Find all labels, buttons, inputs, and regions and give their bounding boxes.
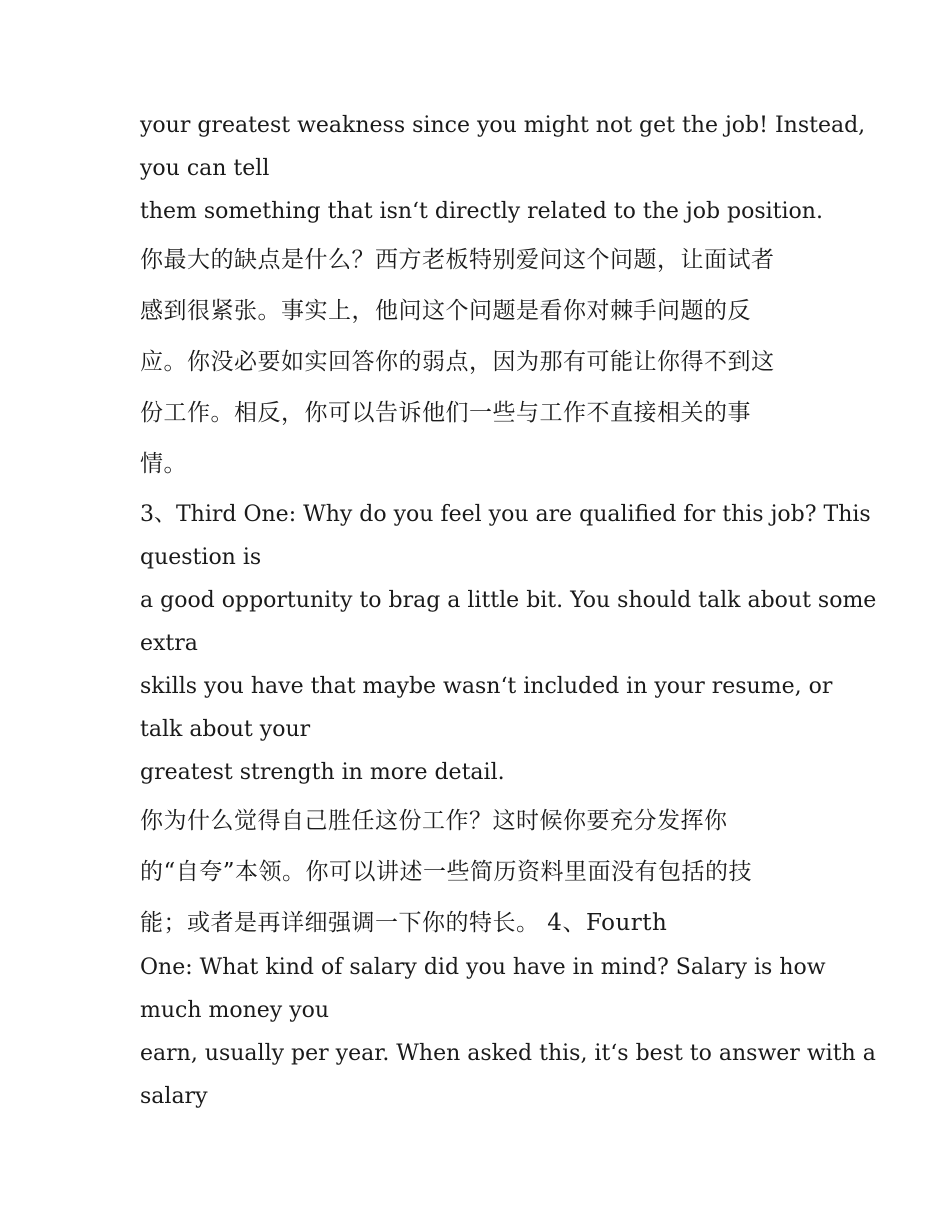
text-line: 份工作。相反，你可以告诉他们一些与工作不直接相关的事 bbox=[140, 400, 751, 426]
text-line: talk about your bbox=[140, 717, 311, 742]
text-line: them something that isn‘t directly related to the job position. bbox=[140, 199, 823, 224]
text-line: 你为什么觉得自己胜任这份工作？这时候你要充分发挥你 bbox=[140, 808, 728, 834]
text-line: 能；或者是再详细强调一下你的特长。 4、Fourth bbox=[140, 910, 668, 936]
text-line: salary bbox=[140, 1084, 208, 1109]
text-line: skills you have that maybe wasn‘t included in your resume, or bbox=[140, 674, 833, 699]
text-line: 应。你没必要如实回答你的弱点，因为那有可能让你得不到这 bbox=[140, 349, 775, 375]
text-line: a good opportunity to brag a little bit. You should talk about some bbox=[140, 588, 877, 613]
text-line: earn, usually per year. When asked this, it‘s best to answer with a bbox=[140, 1041, 876, 1066]
text-line: 3、Third One: Why do you feel you are qualified for this job? This bbox=[140, 502, 871, 527]
text-line: your greatest weakness since you might not get the job! Instead, bbox=[140, 113, 866, 138]
text-line: 感到很紧张。事实上，他问这个问题是看你对棘手问题的反 bbox=[140, 298, 751, 324]
text-line: One: What kind of salary did you have in mind? Salary is how bbox=[140, 955, 826, 980]
text-line: much money you bbox=[140, 998, 330, 1023]
text-line: 你最大的缺点是什么？西方老板特别爱问这个问题，让面试者 bbox=[140, 247, 775, 273]
text-line: you can tell bbox=[140, 156, 270, 181]
text-line: 的“自夸”本领。你可以讲述一些简历资料里面没有包括的技 bbox=[140, 859, 753, 885]
text-line: extra bbox=[140, 631, 198, 656]
text-line: question is bbox=[140, 545, 262, 570]
text-line: 情。 bbox=[140, 451, 187, 477]
text-line: greatest strength in more detail. bbox=[140, 760, 505, 785]
